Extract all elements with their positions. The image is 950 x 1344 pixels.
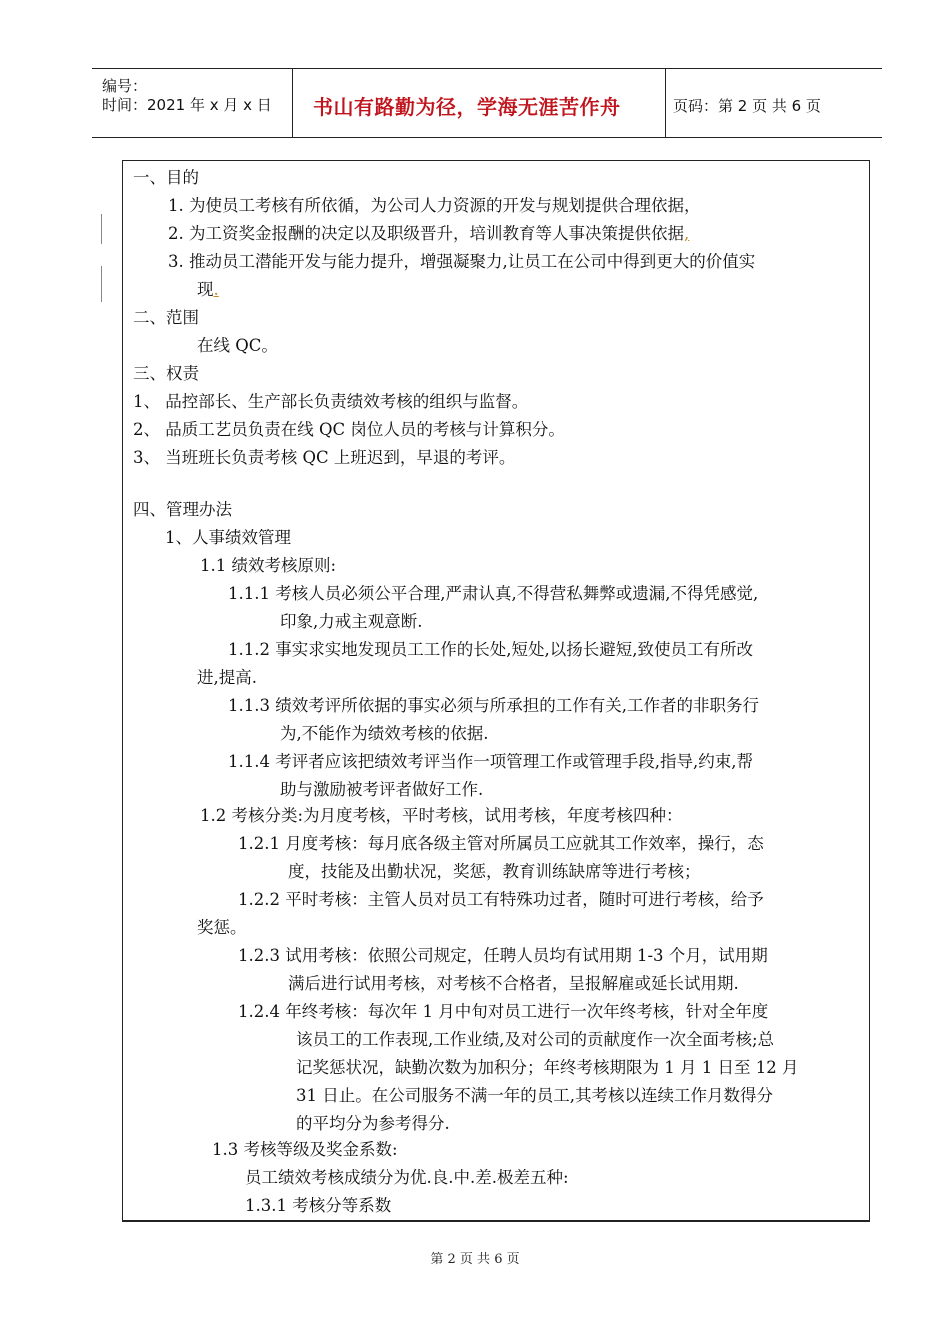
list-item: 3. 推动员工潜能开发与能力提升，增强凝聚力,让员工在公司中得到更大的价值实	[168, 252, 756, 271]
clause-cont: 进,提高.	[197, 668, 257, 687]
clause-cont: 奖惩。	[197, 918, 247, 937]
doc-id-label: 编号：	[102, 77, 148, 95]
section-heading: 三、权责	[133, 364, 199, 383]
clause-cont: 该员工的工作表现,工作业绩,及对公司的贡献度作一次全面考核;总	[296, 1030, 775, 1049]
list-item: 3、 当班班长负责考核 QC 上班迟到，早退的考评。	[133, 448, 516, 467]
clause-cont: 31 日止。在公司服务不满一年的员工,其考核以连续工作月数得分	[296, 1086, 773, 1105]
list-item: 1、 品控部长、生产部长负责绩效考核的组织与监督。	[133, 392, 529, 411]
list-item: 2、 品质工艺员负责在线 QC 岗位人员的考核与计算积分。	[133, 420, 565, 439]
clause-cont: 度，技能及出勤状况，奖惩，教育训练缺席等进行考核；	[288, 862, 701, 881]
list-item-cont: 现.	[197, 280, 219, 299]
header-motto-cell	[292, 69, 666, 137]
list-item: 1. 为使员工考核有所依循，为公司人力资源的开发与规划提供合理依据，	[168, 196, 701, 215]
doc-time-label: 时间：2021 年 x 月 x 日	[102, 96, 272, 114]
paragraph: 在线 QC。	[197, 336, 278, 355]
clause-cont: 满后进行试用考核，对考核不合格者，呈报解雇或延长试用期.	[288, 974, 739, 993]
header-page-cell	[665, 69, 882, 137]
clause: 1.1.3 绩效考评所依据的事实必须与所承担的工作有关,工作者的非职务行	[228, 696, 759, 715]
page-footer: 第 2 页 共 6 页	[430, 1252, 520, 1267]
clause: 1.2.1 月度考核：每月底各级主管对所属员工应就其工作效率，操行，态	[238, 834, 764, 853]
subsection-heading: 1.1 绩效考核原则:	[200, 556, 337, 575]
clause-cont: 助与激励被考评者做好工作.	[280, 780, 484, 799]
section-heading: 四、管理办法	[133, 500, 232, 519]
clause: 1.2.3 试用考核：依照公司规定，任聘人员均有试用期 1-3 个月，试用期	[238, 946, 768, 965]
clause-cont: 印象,力戒主观意断.	[280, 612, 423, 631]
clause: 1.1.4 考评者应该把绩效考评当作一项管理工作或管理手段,指导,约束,帮	[228, 752, 753, 771]
paragraph: 员工绩效考核成绩分为优.良.中.差.极差五种:	[245, 1168, 569, 1187]
clause: 1.2.2 平时考核：主管人员对员工有特殊功过者，随时可进行考核，给予	[238, 890, 764, 909]
page-header	[92, 68, 882, 138]
motto-text: 书山有路勤为径，学海无涯苦作舟	[313, 95, 621, 119]
clause: 1.1.1 考核人员必须公平合理,严肃认真,不得营私舞弊或遗漏,不得凭感觉,	[228, 584, 759, 603]
subsection-heading: 1、人事绩效管理	[165, 528, 291, 547]
margin-mark	[101, 214, 102, 244]
clause: 1.2.4 年终考核：每次年 1 月中旬对员工进行一次年终考核，针对全年度	[238, 1002, 769, 1021]
header-page-label: 页码：第 2 页 共 6 页	[673, 97, 821, 115]
margin-mark	[101, 266, 102, 302]
clause: 1.1.2 事实求实地发现员工工作的长处,短处,以扬长避短,致使员工有所改	[228, 640, 753, 659]
header-meta	[92, 69, 292, 137]
section-heading: 二、范围	[133, 308, 199, 327]
clause-cont: 为,不能作为绩效考核的依据.	[280, 724, 489, 743]
list-item: 2. 为工资奖金报酬的决定以及职级晋升，培训教育等人事决策提供依据,	[168, 224, 690, 243]
clause-cont: 的平均分为参考得分.	[296, 1114, 450, 1133]
clause: 1.3.1 考核分等系数	[245, 1196, 392, 1215]
section-heading: 一、目的	[133, 168, 199, 187]
clause-cont: 记奖惩状况，缺勤次数为加积分；年终考核期限为 1 月 1 日至 12 月	[296, 1058, 799, 1077]
subsection-heading: 1.2 考核分类:为月度考核，平时考核，试用考核，年度考核四种：	[200, 806, 683, 825]
subsection-heading: 1.3 考核等级及奖金系数:	[212, 1140, 398, 1159]
